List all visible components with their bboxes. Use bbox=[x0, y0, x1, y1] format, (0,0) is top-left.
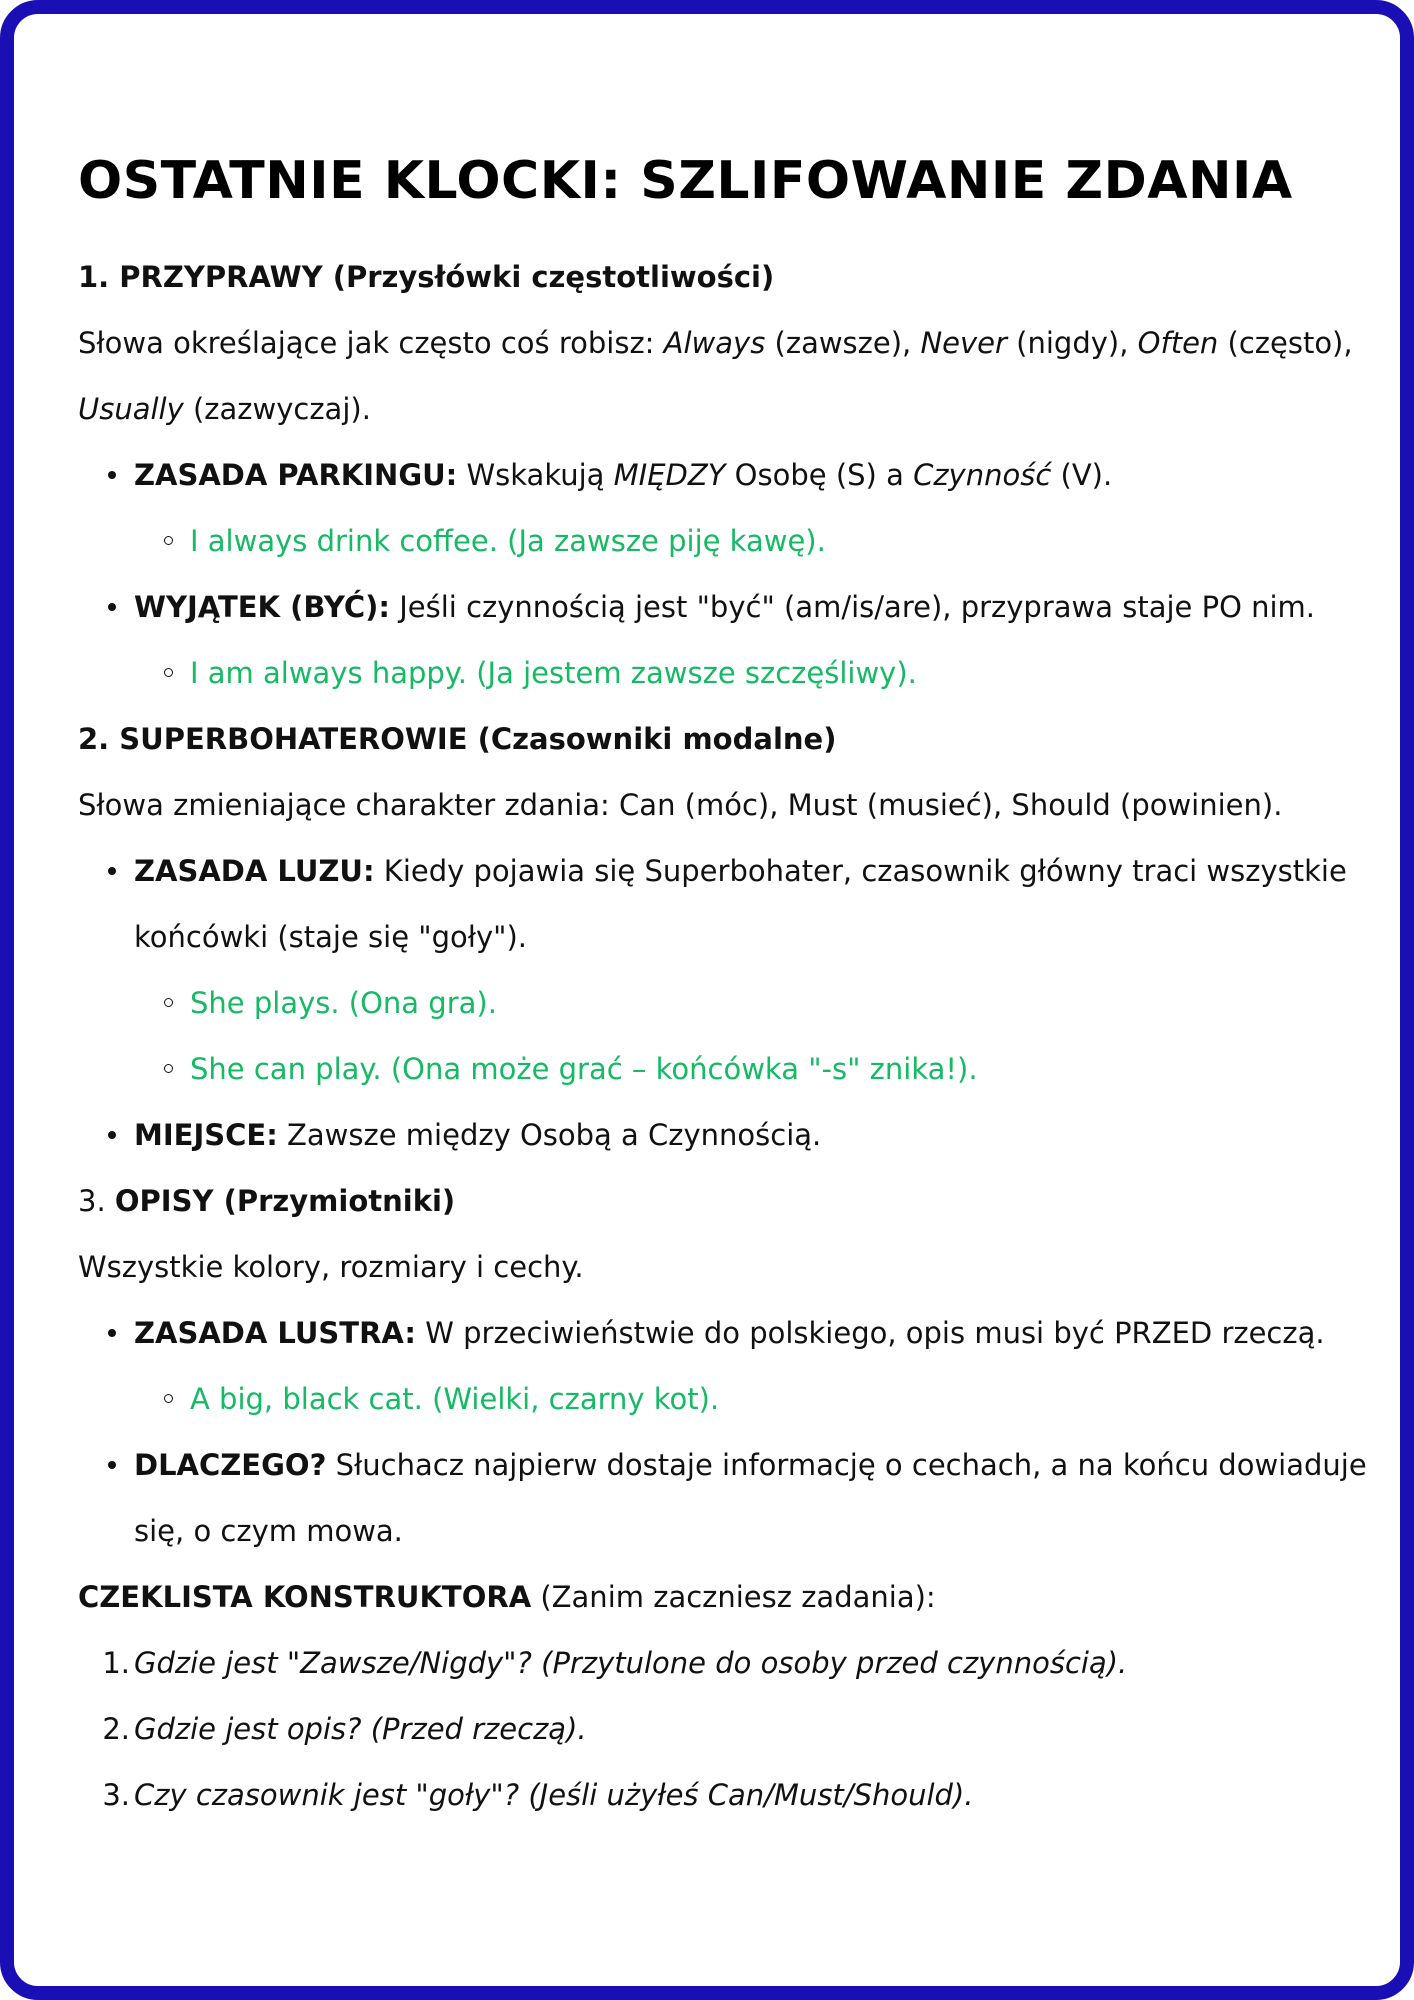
example-item: A big, black cat. (Wielki, czarny kot). bbox=[78, 1366, 1368, 1432]
section-1-intro: Słowa określające jak często coś robisz: Always (zawsze), Never (nigdy), Often (często), Usually (zazwyczaj). bbox=[78, 326, 1353, 426]
page-title: OSTATNIE KLOCKI: SZLIFOWANIE ZDANIA bbox=[78, 151, 1293, 211]
checklist-item: 1. Gdzie jest "Zawsze/Nigdy"? (Przytulone do osoby przed czynnością). bbox=[102, 1646, 1128, 1680]
example-item: I am always happy. (Ja jestem zawsze szczęśliwy). bbox=[78, 640, 1368, 706]
checklist-item: 2. Gdzie jest opis? (Przed rzeczą). bbox=[102, 1712, 587, 1746]
list-item: ZASADA PARKINGU: Wskakują MIĘDZY Osobę (S) a Czynność (V). bbox=[78, 442, 1368, 508]
section-3-heading: 3. OPISY (Przymiotniki) bbox=[78, 1184, 456, 1218]
document-body bbox=[78, 144, 1368, 1828]
section-3-intro: Wszystkie kolory, rozmiary i cechy. bbox=[78, 1250, 584, 1284]
section-2-intro: Słowa zmieniające charakter zdania: Can (móc), Must (musieć), Should (powinien). bbox=[78, 788, 1283, 822]
example-item: She can play. (Ona może grać – końcówka "-s" znika!). bbox=[78, 1036, 1368, 1102]
checklist-heading: CZEKLISTA KONSTRUKTORA (Zanim zaczniesz zadania): bbox=[78, 1580, 936, 1614]
list-item: ZASADA LUSTRA: W przeciwieństwie do polskiego, opis musi być PRZED rzeczą. bbox=[78, 1300, 1368, 1366]
section-1-heading: 1. PRZYPRAWY (Przysłówki częstotliwości) bbox=[78, 260, 775, 294]
list-item: DLACZEGO? Słuchacz najpierw dostaje informację o cechach, a na końcu dowiaduje się, o czym mowa. bbox=[78, 1432, 1368, 1564]
list-item: ZASADA LUZU: Kiedy pojawia się Superbohater, czasownik główny traci wszystkie końcówki (staje się "goły"). bbox=[78, 838, 1368, 970]
list-item: WYJĄTEK (BYĆ): Jeśli czynnością jest "być" (am/is/are), przyprawa staje PO nim. bbox=[78, 574, 1368, 640]
example-item: She plays. (Ona gra). bbox=[78, 970, 1368, 1036]
list-item: MIEJSCE: Zawsze między Osobą a Czynnością. bbox=[78, 1102, 1368, 1168]
checklist-item: 3. Czy czasownik jest "goły"? (Jeśli użyłeś Can/Must/Should). bbox=[102, 1778, 974, 1812]
section-2-heading: 2. SUPERBOHATEROWIE (Czasowniki modalne) bbox=[78, 722, 837, 756]
example-item: I always drink coffee. (Ja zawsze piję kawę). bbox=[78, 508, 1368, 574]
